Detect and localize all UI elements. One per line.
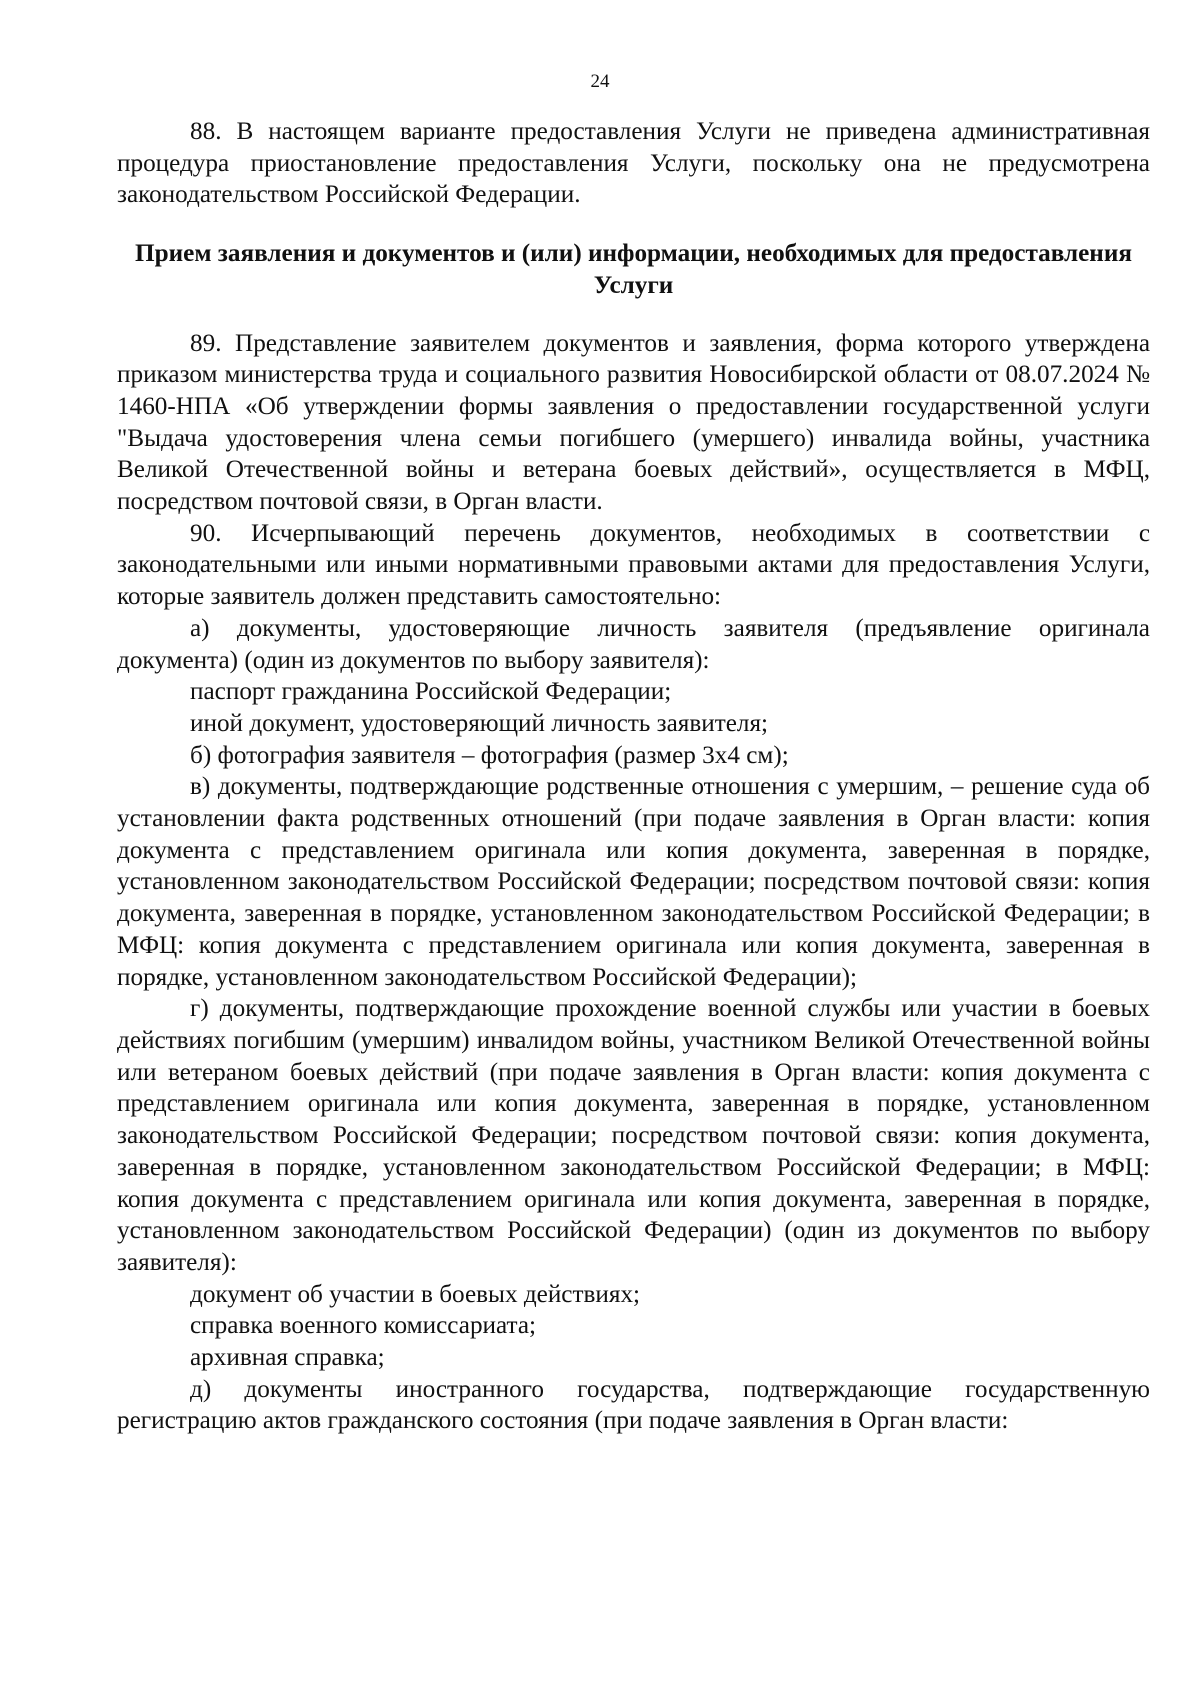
paragraph-90: 90. Исчерпывающий перечень документов, необходимых в соответствии с законодательными или иными нормативными правовыми актами для предоставления Услуги, которые заявитель должен представить самостоятельно:	[117, 519, 1150, 611]
list-subitem-passport: паспорт гражданина Российской Федерации;	[190, 678, 672, 706]
list-item-g: г) документы, подтверждающие прохождение военной службы или участии в боевых действиях погибшим (умершим) инвалидом войны, участником Великой Отечественной войны или ветераном боевых действий (при подаче заявления в Орган власти: копия документа с представлением оригинала или копия документа, заверенная в порядке, установленном законодательством Российской Федерации; посредством почтовой связи: копия документа, заверенная в порядке, установленном законодательством Российской Федерации; в МФЦ: копия документа с представлением оригинала или копия документа, заверенная в порядке, установленном законодательством Российской Федерации) (один из документов по выбору заявителя):	[117, 995, 1150, 1276]
document-body	[117, 116, 1150, 1437]
list-item-d: д) документы иностранного государства, подтверждающие государственную регистрацию актов гражданского состояния (при подаче заявления в Орган власти:	[117, 1375, 1150, 1435]
list-item-b: б) фотография заявителя – фотография (размер 3х4 см);	[190, 741, 789, 769]
list-subitem-combat-doc: документ об участии в боевых действиях;	[190, 1280, 641, 1308]
paragraph-89: 89. Представление заявителем документов и заявления, форма которого утверждена приказом министерства труда и социального развития Новосибирской области от 08.07.2024 № 1460-НПА «Об утверждении формы заявления о предоставлении государственной услуги "Выдача удостоверения члена семьи погибшего (умершего) инвалида войны, участника Великой Отечественной войны и ветерана боевых действий», осуществляется в МФЦ, посредством почтовой связи, в Орган власти.	[117, 329, 1150, 516]
list-subitem-archive-certificate: архивная справка;	[190, 1344, 385, 1372]
page-number: 24	[590, 71, 610, 92]
list-item-v: в) документы, подтверждающие родственные отношения с умершим, – решение суда об установлении факта родственных отношений (при подаче заявления в Орган власти: копия документа с представлением оригинала или копия документа, заверенная в порядке, установленном законодательством Российской Федерации; посредством почтовой связи: копия документа, заверенная в порядке, установленном законодательством Российской Федерации; в МФЦ: копия документа с представлением оригинала или копия документа, заверенная в порядке, установленном законодательством Российской Федерации);	[117, 773, 1150, 991]
list-item-a: а) документы, удостоверяющие личность заявителя (предъявление оригинала документа) (один из документов по выбору заявителя):	[117, 614, 1150, 674]
list-subitem-military-certificate: справка военного комиссариата;	[190, 1312, 537, 1340]
section-heading: Прием заявления и документов и (или) информации, необходимых для предоставления Услуги	[135, 240, 1132, 299]
paragraph-88: 88. В настоящем варианте предоставления Услуги не приведена административная процедура приостановление предоставления Услуги, поскольку она не предусмотрена законодательством Российской Федерации.	[117, 118, 1150, 209]
list-subitem-other-id: иной документ, удостоверяющий личность заявителя;	[190, 709, 769, 737]
